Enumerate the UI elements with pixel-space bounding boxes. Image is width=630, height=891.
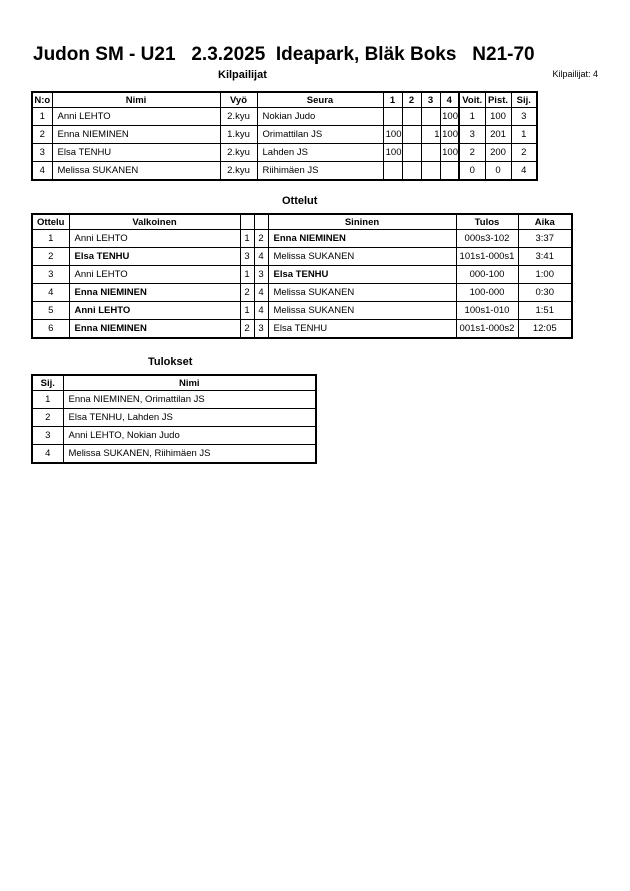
participants-section-title: Kilpailijat xyxy=(218,69,267,81)
score-vs-1 xyxy=(383,108,402,126)
white-competitor-number: 1 xyxy=(240,266,254,284)
match-row xyxy=(32,284,572,302)
match-number: 2 xyxy=(32,248,69,266)
participant-name: Melissa SUKANEN xyxy=(52,162,220,181)
blue-competitor-number: 3 xyxy=(254,266,268,284)
participant-club: Nokian Judo xyxy=(257,108,383,126)
match-row xyxy=(32,302,572,320)
participant-number: 1 xyxy=(32,108,52,126)
score-vs-2 xyxy=(402,108,421,126)
match-result: 100-000 xyxy=(456,284,518,302)
participant-name: Anni LEHTO xyxy=(52,108,220,126)
white-competitor-number: 2 xyxy=(240,284,254,302)
blue-competitor-number: 4 xyxy=(254,284,268,302)
col-opp-1: 1 xyxy=(383,92,402,108)
blue-competitor-number: 2 xyxy=(254,230,268,248)
white-competitor-number: 1 xyxy=(240,230,254,248)
participant-points: 0 xyxy=(485,162,511,181)
result-name: Melissa SUKANEN, Riihimäen JS xyxy=(63,445,316,464)
col-result: Tulos xyxy=(456,214,518,230)
match-number: 3 xyxy=(32,266,69,284)
score-vs-3 xyxy=(421,108,440,126)
match-result: 001s1-000s2 xyxy=(456,320,518,339)
participant-place: 3 xyxy=(511,108,537,126)
match-number: 5 xyxy=(32,302,69,320)
match-result: 000s3-102 xyxy=(456,230,518,248)
participant-place: 4 xyxy=(511,162,537,181)
participant-points: 200 xyxy=(485,144,511,162)
result-name: Elsa TENHU, Lahden JS xyxy=(63,409,316,427)
result-row xyxy=(32,409,316,427)
blue-competitor-number: 3 xyxy=(254,320,268,339)
participant-belt: 2.kyu xyxy=(220,144,257,162)
match-time: 3:37 xyxy=(518,230,572,248)
result-name: Enna NIEMINEN, Orimattilan JS xyxy=(63,391,316,409)
score-vs-4: 100 xyxy=(440,144,459,162)
score-vs-3 xyxy=(421,144,440,162)
participant-wins: 3 xyxy=(459,126,485,144)
match-time: 1:51 xyxy=(518,302,572,320)
score-vs-3: 1 xyxy=(421,126,440,144)
matches-section-title: Ottelut xyxy=(282,195,318,207)
white-competitor: Enna NIEMINEN xyxy=(69,284,240,302)
participant-club: Orimattilan JS xyxy=(257,126,383,144)
score-vs-3 xyxy=(421,162,440,181)
participant-number: 4 xyxy=(32,162,52,181)
participant-row xyxy=(32,162,537,181)
match-number: 4 xyxy=(32,284,69,302)
col-white: Valkoinen xyxy=(69,214,240,230)
participants-header-row xyxy=(32,92,537,108)
participants-table xyxy=(31,91,538,181)
score-vs-4: 100 xyxy=(440,108,459,126)
results-section-title: Tulokset xyxy=(148,356,193,368)
blue-competitor: Melissa SUKANEN xyxy=(268,248,456,266)
white-competitor-number: 3 xyxy=(240,248,254,266)
col-place: Sij. xyxy=(511,92,537,108)
blue-competitor: Elsa TENHU xyxy=(268,266,456,284)
white-competitor: Anni LEHTO xyxy=(69,266,240,284)
result-row xyxy=(32,391,316,409)
col-time: Aika xyxy=(518,214,572,230)
participant-points: 201 xyxy=(485,126,511,144)
participant-row xyxy=(32,126,537,144)
match-time: 12:05 xyxy=(518,320,572,339)
page-title: Judon SM - U21 2.3.2025 Ideapark, Bläk Boks N21-70 xyxy=(33,44,535,65)
participant-name: Elsa TENHU xyxy=(52,144,220,162)
match-row xyxy=(32,230,572,248)
match-result: 000-100 xyxy=(456,266,518,284)
score-vs-4 xyxy=(440,162,459,181)
col-opp-4: 4 xyxy=(440,92,459,108)
result-row xyxy=(32,427,316,445)
participant-row xyxy=(32,144,537,162)
blue-competitor: Melissa SUKANEN xyxy=(268,284,456,302)
participant-points: 100 xyxy=(485,108,511,126)
col-blue: Sininen xyxy=(268,214,456,230)
result-row xyxy=(32,445,316,464)
match-time: 1:00 xyxy=(518,266,572,284)
result-place: 2 xyxy=(32,409,63,427)
col-name: Nimi xyxy=(52,92,220,108)
blue-competitor: Melissa SUKANEN xyxy=(268,302,456,320)
white-competitor: Anni LEHTO xyxy=(69,302,240,320)
result-name: Anni LEHTO, Nokian Judo xyxy=(63,427,316,445)
matches-table xyxy=(31,213,573,339)
col-result-place: Sij. xyxy=(32,375,63,391)
participant-place: 1 xyxy=(511,126,537,144)
participant-belt: 1.kyu xyxy=(220,126,257,144)
white-competitor: Anni LEHTO xyxy=(69,230,240,248)
col-blue-no xyxy=(254,214,268,230)
result-place: 3 xyxy=(32,427,63,445)
match-result: 101s1-000s1 xyxy=(456,248,518,266)
results-table xyxy=(31,374,317,464)
participant-name: Enna NIEMINEN xyxy=(52,126,220,144)
score-vs-2 xyxy=(402,126,421,144)
score-vs-1 xyxy=(383,162,402,181)
score-vs-1: 100 xyxy=(383,144,402,162)
matches-header-row xyxy=(32,214,572,230)
match-number: 6 xyxy=(32,320,69,339)
col-wins: Voit. xyxy=(459,92,485,108)
result-place: 1 xyxy=(32,391,63,409)
white-competitor: Enna NIEMINEN xyxy=(69,320,240,339)
white-competitor: Elsa TENHU xyxy=(69,248,240,266)
score-vs-2 xyxy=(402,162,421,181)
result-place: 4 xyxy=(32,445,63,464)
match-number: 1 xyxy=(32,230,69,248)
col-opp-3: 3 xyxy=(421,92,440,108)
participant-belt: 2.kyu xyxy=(220,108,257,126)
blue-competitor: Elsa TENHU xyxy=(268,320,456,339)
score-vs-2 xyxy=(402,144,421,162)
col-no: N:o xyxy=(32,92,52,108)
participant-wins: 2 xyxy=(459,144,485,162)
participant-number: 2 xyxy=(32,126,52,144)
blue-competitor: Enna NIEMINEN xyxy=(268,230,456,248)
participant-number: 3 xyxy=(32,144,52,162)
score-vs-4: 100 xyxy=(440,126,459,144)
participant-belt: 2.kyu xyxy=(220,162,257,181)
participant-club: Riihimäen JS xyxy=(257,162,383,181)
white-competitor-number: 1 xyxy=(240,302,254,320)
white-competitor-number: 2 xyxy=(240,320,254,339)
col-belt: Vyö xyxy=(220,92,257,108)
col-match-no: Ottelu xyxy=(32,214,69,230)
match-result: 100s1-010 xyxy=(456,302,518,320)
match-row xyxy=(32,320,572,339)
col-points: Pist. xyxy=(485,92,511,108)
col-club: Seura xyxy=(257,92,383,108)
score-vs-1: 100 xyxy=(383,126,402,144)
participant-count: Kilpailijat: 4 xyxy=(552,69,598,79)
col-white-no xyxy=(240,214,254,230)
participant-wins: 1 xyxy=(459,108,485,126)
match-time: 0:30 xyxy=(518,284,572,302)
participant-wins: 0 xyxy=(459,162,485,181)
match-time: 3:41 xyxy=(518,248,572,266)
blue-competitor-number: 4 xyxy=(254,248,268,266)
match-row xyxy=(32,248,572,266)
participant-place: 2 xyxy=(511,144,537,162)
blue-competitor-number: 4 xyxy=(254,302,268,320)
participant-row xyxy=(32,108,537,126)
col-opp-2: 2 xyxy=(402,92,421,108)
col-result-name: Nimi xyxy=(63,375,316,391)
results-header-row xyxy=(32,375,316,391)
participant-club: Lahden JS xyxy=(257,144,383,162)
match-row xyxy=(32,266,572,284)
